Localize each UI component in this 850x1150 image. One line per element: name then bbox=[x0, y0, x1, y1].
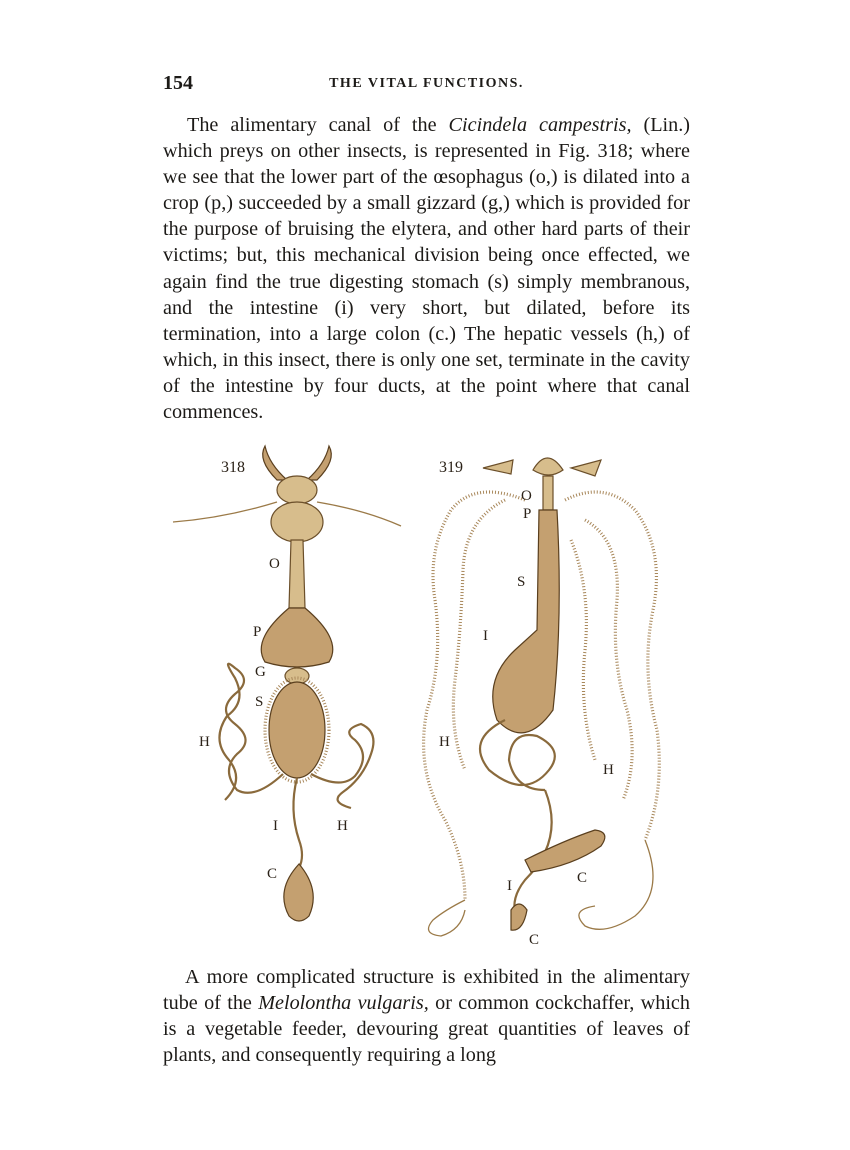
label-intestine: I bbox=[273, 818, 278, 834]
antenna-fan-right bbox=[571, 460, 601, 476]
oesophagus bbox=[543, 476, 553, 510]
label-oesophagus: O bbox=[521, 488, 532, 504]
hepatic-vessels-right bbox=[565, 492, 659, 840]
page-number: 154 bbox=[163, 72, 193, 94]
label-gizzard: G bbox=[255, 664, 266, 680]
colon bbox=[284, 864, 313, 921]
hepatic-vessel-coil-left bbox=[429, 900, 466, 936]
paragraph-text: (Lin.) which preys on other insects, is represented in Fig. 318; where we see that the lower part of the œsophagus (o,) is dilated into a crop (p,) succeeded by a small gizzard (g,) which is provided for the purpose of bruising the elytera, and other hard parts of their victims; but, this mechanical division being once effected, we again find the true digesting stomach (s) simply membranous, and the intestine (i) very short, but dilated, before its termination, into a large colon (c.) The hepatic vessels (h,) of which, in this insect, there is only one set, terminate in the cavity of the intestine by four ducts, at the point where that canal commences. bbox=[163, 114, 690, 424]
hepatic-vessels-right-inner bbox=[585, 520, 632, 800]
running-title: THE VITAL FUNCTIONS. bbox=[329, 76, 524, 91]
figure-319 bbox=[424, 458, 660, 948]
label-crop: P bbox=[253, 624, 262, 640]
head bbox=[277, 476, 317, 504]
paragraph-text: or common cockchaffer, which is a vegetable feeder, devouring great quantities of leaves of plants, and consequently requiring a long bbox=[163, 992, 690, 1067]
antenna-left bbox=[173, 502, 277, 522]
antenna-fan-left bbox=[483, 460, 513, 474]
paragraph-cicindela bbox=[163, 112, 690, 425]
running-head bbox=[163, 72, 690, 96]
label-hepatic-right: H bbox=[603, 762, 614, 778]
label-stomach: S bbox=[517, 574, 526, 590]
latin-name: Melolontha vulgaris, bbox=[258, 992, 429, 1015]
label-hepatic-right: H bbox=[337, 818, 348, 834]
mandible-left bbox=[263, 446, 287, 480]
paragraph-text: The alimentary canal of the bbox=[187, 114, 449, 136]
label-intestine-upper: I bbox=[483, 628, 488, 644]
mandible-right bbox=[307, 446, 331, 480]
hepatic-vessels-left-inner bbox=[453, 500, 505, 770]
stomach bbox=[269, 682, 325, 778]
head bbox=[533, 458, 563, 475]
stomach bbox=[493, 510, 560, 733]
label-colon-lower: C bbox=[529, 932, 540, 948]
latin-name: Cicindela campestris, bbox=[448, 114, 632, 136]
rectum bbox=[511, 904, 527, 930]
paragraph-melolontha bbox=[163, 964, 690, 1068]
oesophagus bbox=[289, 540, 305, 608]
label-crop: P bbox=[523, 506, 532, 522]
figure-illustrations bbox=[165, 440, 695, 960]
intestine bbox=[293, 778, 302, 868]
label-stomach: S bbox=[255, 694, 264, 710]
hepatic-vessels-right-mid bbox=[571, 540, 595, 760]
paragraph-text: A more complicated structure is exhibited in the alimentary tube of the bbox=[163, 966, 690, 1015]
antenna-right bbox=[317, 502, 401, 526]
label-colon: C bbox=[267, 866, 278, 882]
figure-number: 318 bbox=[221, 459, 245, 476]
figure-318 bbox=[173, 446, 401, 921]
thorax bbox=[271, 502, 323, 542]
label-intestine-lower: I bbox=[507, 878, 512, 894]
crop bbox=[261, 608, 333, 667]
label-oesophagus: O bbox=[269, 556, 280, 572]
label-hepatic-left: H bbox=[439, 734, 450, 750]
label-hepatic-left: H bbox=[199, 734, 210, 750]
figure-number: 319 bbox=[439, 459, 463, 476]
figures-alimentary-canal bbox=[165, 440, 695, 960]
colon bbox=[525, 830, 605, 872]
label-colon-right: C bbox=[577, 870, 588, 886]
